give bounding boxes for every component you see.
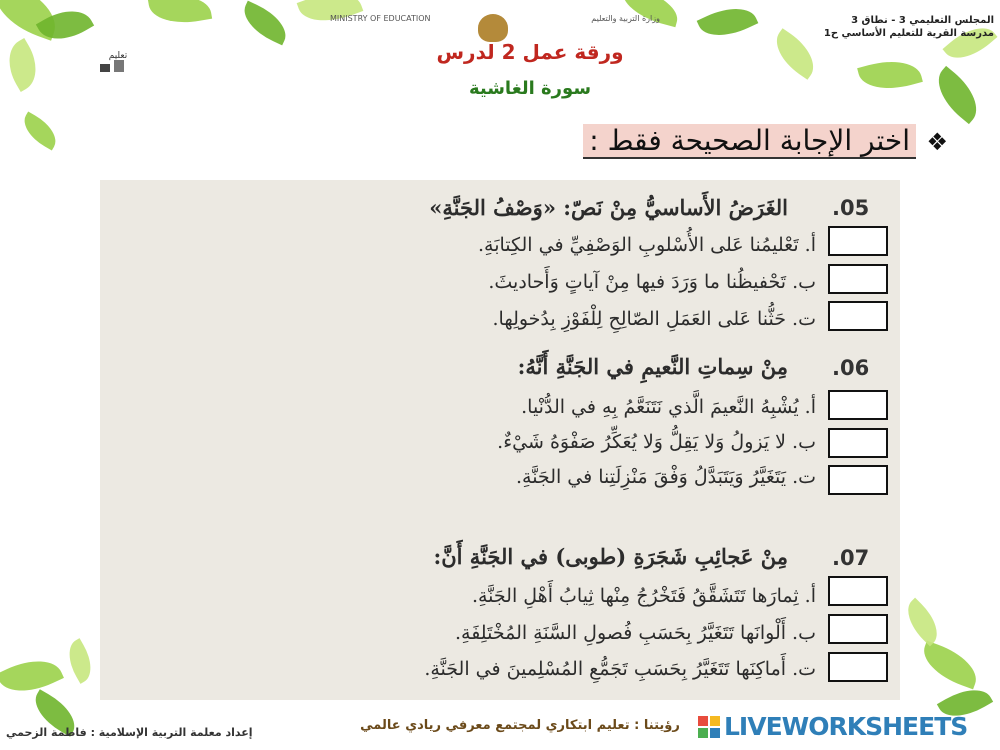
option-text: ب. لا يَزولُ وَلا يَقِلُّ وَلا يُعَكِّرُ صَفْوَهُ شَيْءٌ. bbox=[497, 431, 816, 453]
school-header bbox=[824, 14, 994, 40]
instruction-text: اختر الإجابة الصحيحة فقط : bbox=[583, 124, 916, 159]
lesson-title: سورة الغاشية bbox=[468, 78, 592, 99]
answer-box-q06-c[interactable] bbox=[828, 465, 888, 495]
option-text: ت. حَثُّنا عَلى العَمَلِ الصّالِحِ لِلْفَوْزِ بِدُخولِها. bbox=[492, 308, 816, 330]
school-header-line2: مدرسة القرية للتعليم الأساسي ح1 bbox=[823, 28, 994, 39]
ministry-name-ar: وزارة التربية والتعليم bbox=[591, 14, 660, 23]
answer-box-q07-c[interactable] bbox=[828, 652, 888, 682]
diamond-bullet-icon: ❖ bbox=[926, 128, 948, 156]
option-text: ت. أَماكِنَها تَتَغَيَّرُ بِحَسَبِ تَجَمُّعِ المُسْلِمينَ في الجَنَّةِ. bbox=[424, 658, 816, 680]
worksheet-title: ورقة عمل 2 لدرس bbox=[436, 40, 624, 64]
question-stem: مِنْ عَجائِبِ شَجَرَةِ (طوبى) في الجَنَّةِ أَنَّ: bbox=[433, 544, 788, 569]
taleem-logo-icon bbox=[92, 50, 144, 80]
question-stem: مِنْ سِماتِ النَّعيمِ في الجَنَّةِ أَنَّهُ: bbox=[517, 354, 788, 379]
option-text: ب. تَحْفيظُنا ما وَرَدَ فيها مِنْ آياتٍ وَأَحاديثَ. bbox=[488, 271, 816, 293]
school-vision: رؤيتنا : تعليم ابتكاري لمجتمع معرفي ريادي عالمي bbox=[360, 718, 680, 733]
option-text: ت. يَتَغَيَّرُ وَيَتَبَدَّلُ وَفْقَ مَنْزِلَتِنا في الجَنَّةِ. bbox=[515, 466, 816, 488]
question-stem: الغَرَضُ الأَساسيُّ مِنْ نَصّ: «وَصْفُ الجَنَّةِ» bbox=[429, 195, 788, 220]
answer-box-q07-a[interactable] bbox=[828, 576, 888, 606]
liveworksheets-brand[interactable]: LIVEWORKSHEETS bbox=[724, 712, 968, 741]
logo-text: تعليم bbox=[108, 51, 128, 61]
question-number: .06 bbox=[832, 356, 870, 380]
school-header-line1: المجلس التعليمي 3 - نطاق 3 bbox=[851, 15, 994, 26]
liveworksheets-logo-icon bbox=[698, 716, 720, 738]
question-number: .05 bbox=[832, 196, 870, 220]
answer-box-q06-b[interactable] bbox=[828, 428, 888, 458]
option-text: أ. يُشْبِهُ النَّعيمَ الَّذي نَتَنَعَّمُ بِهِ في الدُّنْيا. bbox=[521, 396, 816, 418]
option-text: أ. تَعْليمُنا عَلى الأُسْلوبِ الوَصْفِيِّ في الكِتابَةِ. bbox=[477, 234, 816, 256]
option-text: ب. أَلْوانَها تَتَغَيَّرُ بِحَسَبِ فُصولِ السَّنَةِ المُخْتَلِفَةِ. bbox=[454, 622, 816, 644]
ministry-name-en: MINISTRY OF EDUCATION bbox=[330, 14, 431, 23]
author-credit: إعداد معلمة التربية الإسلامية : فاطمة الزحمي bbox=[6, 726, 253, 739]
answer-box-q05-b[interactable] bbox=[828, 264, 888, 294]
answer-box-q06-a[interactable] bbox=[828, 390, 888, 420]
answer-box-q05-c[interactable] bbox=[828, 301, 888, 331]
question-number: .07 bbox=[832, 546, 870, 570]
answer-box-q05-a[interactable] bbox=[828, 226, 888, 256]
option-text: أ. ثِمارَها تَتَشَقَّقُ فَتَخْرُجُ مِنْها ثِيابُ أَهْلِ الجَنَّةِ. bbox=[471, 585, 816, 607]
ministry-header bbox=[330, 14, 660, 23]
answer-box-q07-b[interactable] bbox=[828, 614, 888, 644]
